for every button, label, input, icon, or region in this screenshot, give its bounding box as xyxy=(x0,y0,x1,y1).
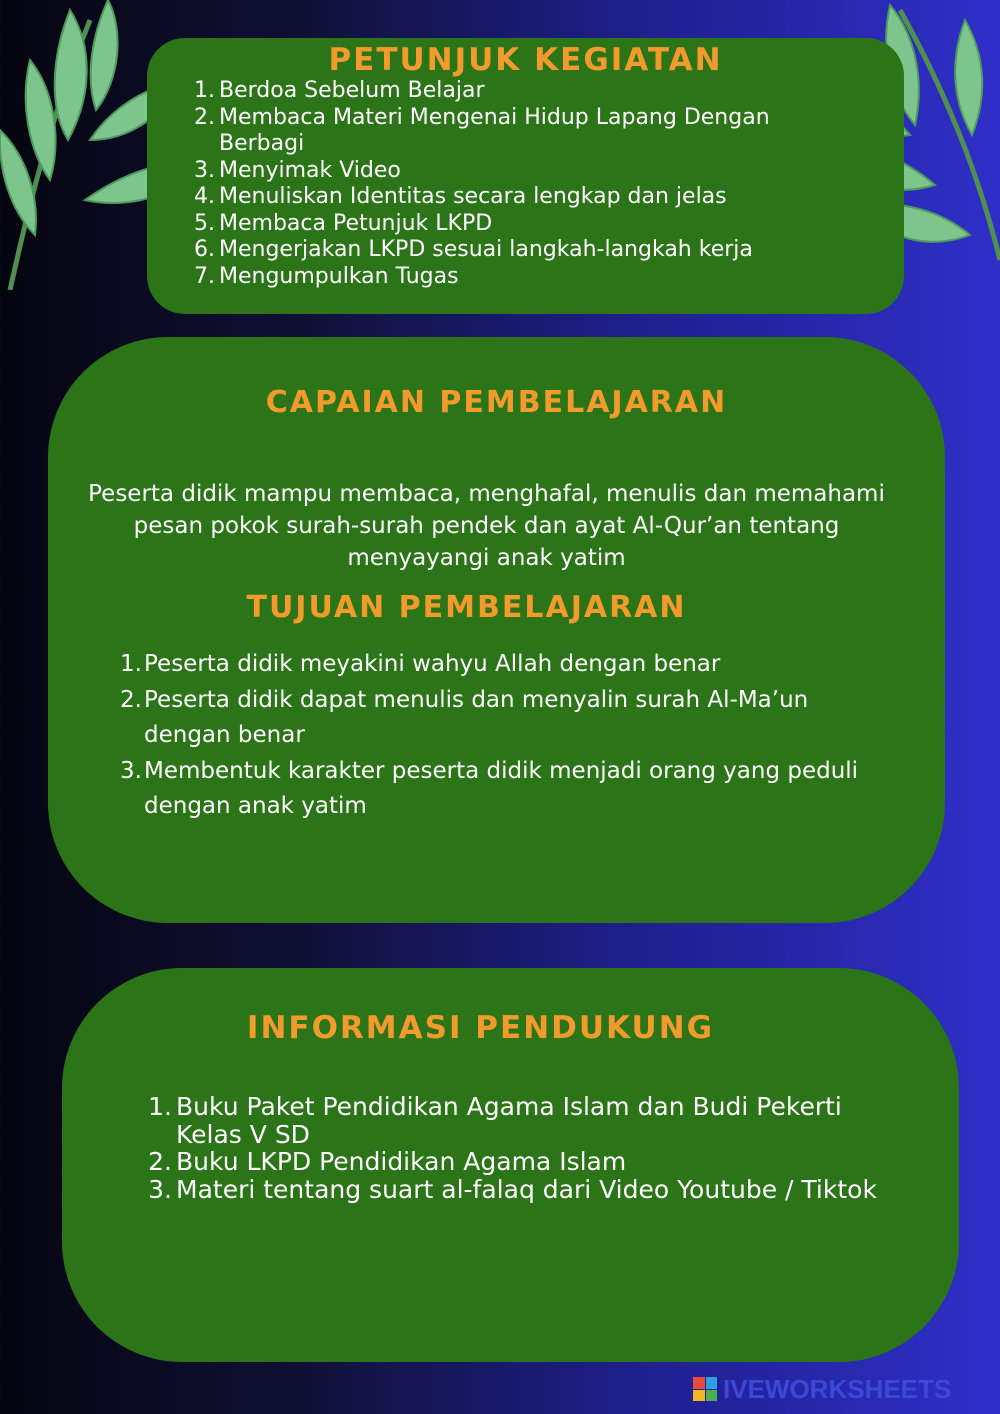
petunjuk-kegiatan-card xyxy=(147,38,904,314)
list-item-text: Menyimak Video xyxy=(219,157,401,183)
list-item xyxy=(194,157,859,185)
list-item-number: 2. xyxy=(194,104,215,130)
informasi-pendukung-list xyxy=(148,1092,896,1204)
list-item-text: Buku Paket Pendidikan Agama Islam dan Budi Pekerti Kelas V SD xyxy=(176,1092,842,1149)
list-item-number: 1. xyxy=(120,651,142,677)
liveworksheets-brand-text: IVEWORKSHEETS xyxy=(723,1373,952,1404)
tujuan-pembelajaran-list xyxy=(120,647,884,825)
list-item xyxy=(120,683,884,754)
list-item-number: 2. xyxy=(120,686,142,713)
list-item xyxy=(194,237,859,264)
list-item-text: Menuliskan Identitas secara lengkap dan jelas xyxy=(219,184,727,209)
list-item-number: 1. xyxy=(194,78,215,103)
capaian-pembelajaran-text: Peserta didik mampu membaca, menghafal, menulis dan memahami pesan pokok surah-surah pendek dan ayat Al-Qur’an tentang menyayangi anak yatim xyxy=(88,481,885,571)
informasi-pendukung-title: INFORMASI PENDUKUNG xyxy=(246,1010,715,1046)
list-item-number: 7. xyxy=(194,263,215,289)
list-item xyxy=(148,1092,896,1149)
list-item-number: 3. xyxy=(194,157,215,183)
list-item-text: Membentuk karakter peserta didik menjadi orang yang peduli dengan anak yatim xyxy=(144,757,859,819)
list-item xyxy=(120,647,884,683)
list-item-number: 2. xyxy=(148,1147,172,1176)
list-item xyxy=(194,184,859,211)
informasi-pendukung-card xyxy=(62,968,959,1362)
petunjuk-kegiatan-list xyxy=(194,78,859,290)
list-item xyxy=(194,78,859,105)
list-item xyxy=(194,210,859,238)
list-item xyxy=(148,1174,896,1204)
list-item-text: Peserta didik meyakini wahyu Allah dengan benar xyxy=(144,651,721,677)
list-item-text: Peserta didik dapat menulis dan menyalin surah Al-Ma’un dengan benar xyxy=(144,686,809,748)
list-item xyxy=(194,263,859,291)
list-item-text: Mengerjakan LKPD sesuai langkah-langkah kerja xyxy=(219,237,753,262)
list-item xyxy=(194,104,859,158)
list-item-number: 4. xyxy=(194,184,215,209)
list-item-text: Berdoa Sebelum Belajar xyxy=(219,78,485,103)
list-item-text: Membaca Materi Mengenai Hidup Lapang Dengan Berbagi xyxy=(219,104,770,156)
list-item-text: Buku LKPD Pendidikan Agama Islam xyxy=(176,1147,627,1176)
list-item xyxy=(120,754,884,825)
list-item-number: 3. xyxy=(120,757,142,784)
list-item-text: Mengumpulkan Tugas xyxy=(219,263,459,289)
list-item-text: Materi tentang suart al-falaq dari Video Youtube / Tiktok xyxy=(176,1174,877,1204)
list-item xyxy=(148,1147,896,1176)
list-item-number: 5. xyxy=(194,210,215,236)
capaian-pembelajaran-title: CAPAIAN PEMBELAJARAN xyxy=(265,385,728,420)
list-item-text: Membaca Petunjuk LKPD xyxy=(219,210,493,236)
list-item-number: 3. xyxy=(148,1174,172,1204)
liveworksheets-logo-icon xyxy=(693,1377,717,1401)
list-item-number: 6. xyxy=(194,237,215,262)
capaian-tujuan-card xyxy=(48,337,945,923)
petunjuk-kegiatan-title: PETUNJUK KEGIATAN xyxy=(328,42,723,78)
liveworksheets-watermark xyxy=(693,1374,951,1404)
list-item-number: 1. xyxy=(148,1092,172,1121)
tujuan-pembelajaran-title: TUJUAN PEMBELAJARAN xyxy=(246,590,687,625)
